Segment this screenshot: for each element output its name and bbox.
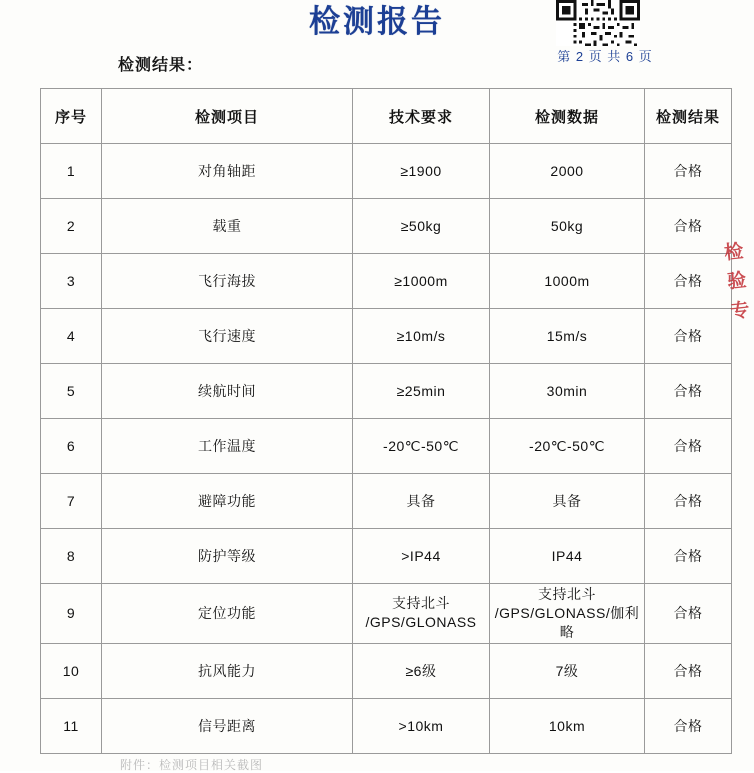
cell-result: 合格 bbox=[645, 698, 732, 753]
cell-req: 支持北斗 /GPS/GLONASS bbox=[353, 584, 490, 644]
cell-data: 10km bbox=[490, 698, 645, 753]
cell-data: 15m/s bbox=[490, 309, 645, 364]
cell-data: 具备 bbox=[490, 474, 645, 529]
cell-result: 合格 bbox=[645, 144, 732, 199]
table-row bbox=[41, 474, 732, 529]
cell-req: >IP44 bbox=[353, 529, 490, 584]
cell-item: 飞行速度 bbox=[102, 309, 353, 364]
results-table-wrapper bbox=[40, 88, 720, 754]
cell-no: 6 bbox=[41, 419, 102, 474]
cell-no: 2 bbox=[41, 199, 102, 254]
cell-no: 3 bbox=[41, 254, 102, 309]
page-count-label: 第 2 页 共 6 页 bbox=[557, 49, 653, 64]
table-row bbox=[41, 643, 732, 698]
table-row bbox=[41, 584, 732, 644]
stamp-char-2: 验 bbox=[726, 270, 748, 294]
table-row bbox=[41, 419, 732, 474]
cell-data: 2000 bbox=[490, 144, 645, 199]
stamp-char-1: 检 bbox=[723, 241, 745, 265]
cell-no: 7 bbox=[41, 474, 102, 529]
cell-item: 防护等级 bbox=[102, 529, 353, 584]
page-title: 检测报告 bbox=[309, 4, 445, 39]
cell-no: 11 bbox=[41, 698, 102, 753]
column-header-item: 检测项目 bbox=[102, 89, 353, 144]
cell-no: 4 bbox=[41, 309, 102, 364]
cell-result: 合格 bbox=[645, 584, 732, 644]
cell-result: 合格 bbox=[645, 364, 732, 419]
cell-result: 合格 bbox=[645, 529, 732, 584]
table-row bbox=[41, 254, 732, 309]
cell-result: 合格 bbox=[645, 643, 732, 698]
table-row bbox=[41, 199, 732, 254]
cell-no: 10 bbox=[41, 643, 102, 698]
cell-req: ≥10m/s bbox=[353, 309, 490, 364]
cell-data: IP44 bbox=[490, 529, 645, 584]
cell-result: 合格 bbox=[645, 419, 732, 474]
cell-data: 30min bbox=[490, 364, 645, 419]
cell-result: 合格 bbox=[645, 309, 732, 364]
cell-item: 对角轴距 bbox=[102, 144, 353, 199]
cell-item: 定位功能 bbox=[102, 584, 353, 644]
cell-data: -20℃-50℃ bbox=[490, 419, 645, 474]
table-row bbox=[41, 698, 732, 753]
cell-no: 1 bbox=[41, 144, 102, 199]
qr-code-icon bbox=[556, 0, 640, 46]
table-row bbox=[41, 364, 732, 419]
cell-no: 8 bbox=[41, 529, 102, 584]
results-table bbox=[40, 88, 732, 754]
cell-data: 50kg bbox=[490, 199, 645, 254]
footer-note: 附件：检测项目相关截图 bbox=[120, 758, 264, 772]
cell-req: 具备 bbox=[353, 474, 490, 529]
stamp-char-3: 专 bbox=[729, 299, 751, 323]
cell-item: 续航时间 bbox=[102, 364, 353, 419]
cell-req: ≥1000m bbox=[353, 254, 490, 309]
cell-req: >10km bbox=[353, 698, 490, 753]
cell-no: 9 bbox=[41, 584, 102, 644]
column-header-req: 技术要求 bbox=[353, 89, 490, 144]
cell-req: -20℃-50℃ bbox=[353, 419, 490, 474]
table-header bbox=[41, 89, 732, 144]
cell-item: 飞行海拔 bbox=[102, 254, 353, 309]
cell-req: ≥50kg bbox=[353, 199, 490, 254]
table-row bbox=[41, 144, 732, 199]
table-body bbox=[41, 144, 732, 754]
cell-item: 避障功能 bbox=[102, 474, 353, 529]
table-header-row bbox=[41, 89, 732, 144]
column-header-result: 检测结果 bbox=[645, 89, 732, 144]
section-title: 检测结果： bbox=[118, 57, 204, 74]
table-row bbox=[41, 309, 732, 364]
table-row bbox=[41, 529, 732, 584]
cell-req: ≥25min bbox=[353, 364, 490, 419]
cell-item: 信号距离 bbox=[102, 698, 353, 753]
cell-data: 1000m bbox=[490, 254, 645, 309]
cell-data: 支持北斗 /GPS/GLONASS/伽利略 bbox=[490, 584, 645, 644]
cell-result: 合格 bbox=[645, 474, 732, 529]
cell-item: 工作温度 bbox=[102, 419, 353, 474]
column-header-no: 序号 bbox=[41, 89, 102, 144]
cell-result: 合格 bbox=[645, 254, 732, 309]
column-header-data: 检测数据 bbox=[490, 89, 645, 144]
cell-req: ≥6级 bbox=[353, 643, 490, 698]
cell-item: 抗风能力 bbox=[102, 643, 353, 698]
cell-req: ≥1900 bbox=[353, 144, 490, 199]
cell-result: 合格 bbox=[645, 199, 732, 254]
cell-data: 7级 bbox=[490, 643, 645, 698]
cell-item: 载重 bbox=[102, 199, 353, 254]
cell-no: 5 bbox=[41, 364, 102, 419]
qr-code-svg bbox=[556, 0, 640, 46]
